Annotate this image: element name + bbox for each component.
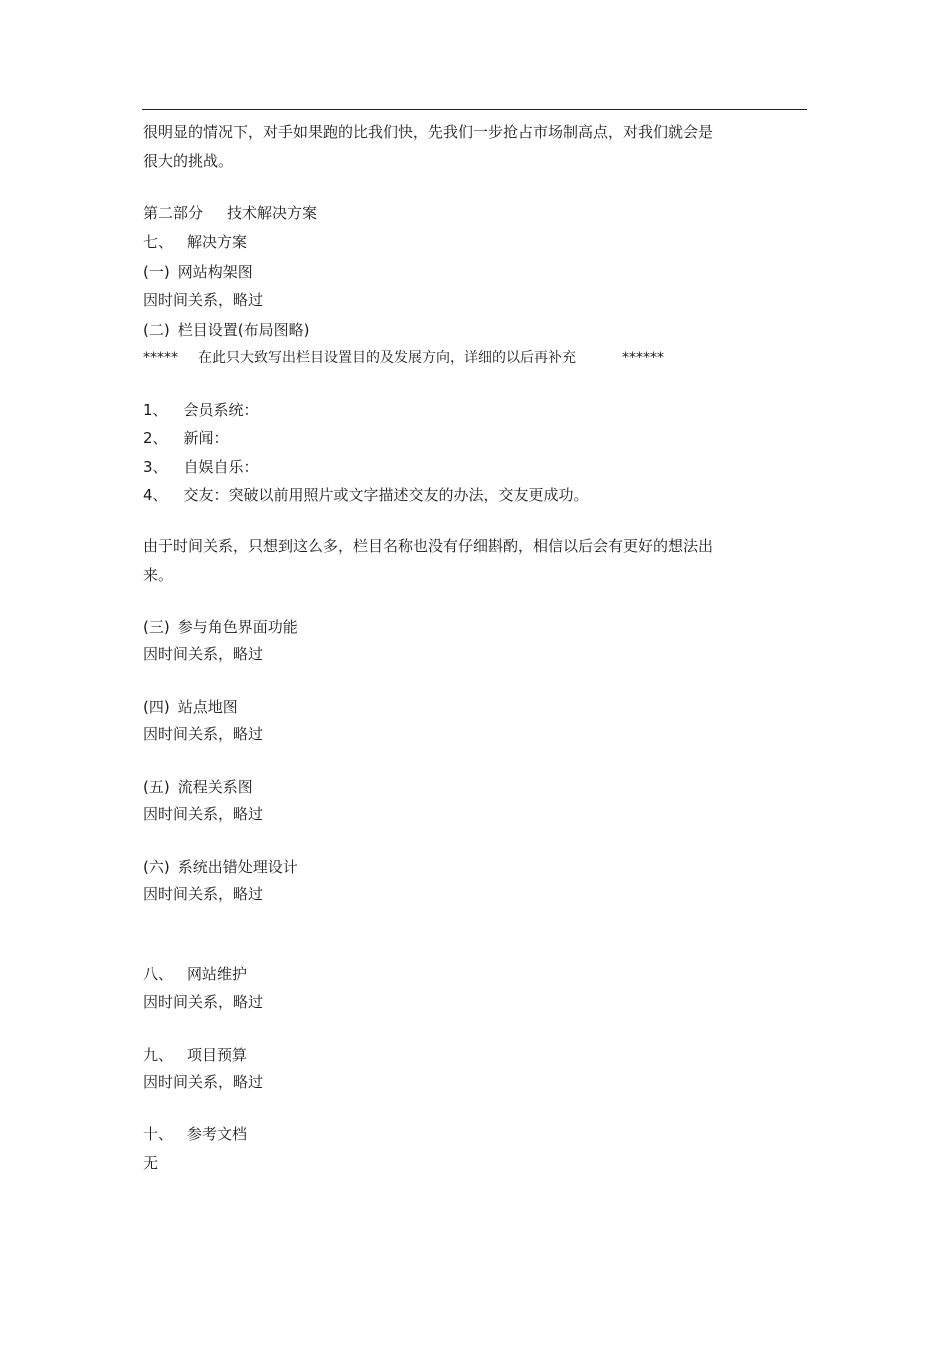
sub-5-body: 因时间关系，略过: [143, 805, 264, 823]
sub-6-body: 因时间关系，略过: [143, 885, 264, 903]
sub-2-title: 栏目设置(布局图略): [177, 321, 310, 339]
sub-5-number: (五): [143, 778, 170, 796]
section-10-number: 十、: [143, 1125, 174, 1143]
list-item-number: 4、: [143, 486, 168, 504]
list-item-text: 新闻：: [183, 429, 229, 447]
section-9-heading: [143, 1045, 247, 1065]
section-10-heading: [143, 1124, 247, 1144]
sub-5-title: 流程关系图: [177, 778, 253, 796]
note-text: 在此只大致写出栏目设置目的及发展方向，详细的以后再补充: [198, 350, 576, 366]
part-title: 技术解决方案: [227, 204, 318, 222]
section-8-body: 因时间关系，略过: [143, 993, 264, 1011]
section-7-heading: [143, 232, 247, 252]
sub-5-heading: [143, 777, 253, 797]
column-note: [143, 348, 664, 368]
sub-1-body: 因时间关系，略过: [143, 291, 264, 309]
sub-4-heading: [143, 697, 238, 717]
section-9-body: 因时间关系，略过: [143, 1073, 264, 1091]
note-stars-left: *****: [143, 350, 178, 366]
list-item-text: 自娱自乐：: [183, 458, 259, 476]
list-item-text: 交友：突破以前用照片或文字描述交友的办法，交友更成功。: [183, 486, 589, 504]
intro-line-1: 很明显的情况下，对手如果跑的比我们快，先我们一步抢占市场制高点，对我们就会是: [143, 123, 714, 141]
list-item: [143, 400, 259, 420]
sub-6-title: 系统出错处理设计: [177, 858, 298, 876]
sub-3-heading: [143, 617, 298, 637]
sub-3-body: 因时间关系，略过: [143, 645, 264, 663]
section-8-heading: [143, 964, 247, 984]
list-item-number: 2、: [143, 429, 168, 447]
sub-1-number: (一): [143, 263, 170, 281]
section-10-title: 参考文档: [187, 1125, 248, 1143]
sub-1-heading: [143, 262, 253, 282]
intro-line-2: 很大的挑战。: [143, 152, 234, 170]
section-8-number: 八、: [143, 965, 174, 983]
list-item: [143, 485, 589, 505]
sub-4-number: (四): [143, 698, 170, 716]
sub-2-heading: [143, 320, 309, 340]
sub-3-title: 参与角色界面功能: [177, 618, 298, 636]
sub-4-body: 因时间关系，略过: [143, 725, 264, 743]
sub-3-number: (三): [143, 618, 170, 636]
section-8-title: 网站维护: [187, 965, 248, 983]
sub-1-title: 网站构架图: [177, 263, 253, 281]
sub-2-number: (二): [143, 321, 170, 339]
part-heading: [143, 203, 317, 223]
sub-4-title: 站点地图: [177, 698, 238, 716]
section-7-number: 七、: [143, 233, 174, 251]
section-10-body: 无: [143, 1154, 159, 1172]
list-item: [143, 457, 259, 477]
remark-line-1: 由于时间关系，只想到这么多，栏目名称也没有仔细斟酌，相信以后会有更好的想法出: [143, 537, 714, 555]
note-stars-right: ******: [622, 350, 664, 366]
section-9-title: 项目预算: [187, 1046, 248, 1064]
sub-6-heading: [143, 857, 298, 877]
list-item-number: 3、: [143, 458, 168, 476]
list-item-number: 1、: [143, 401, 168, 419]
section-7-title: 解决方案: [187, 233, 248, 251]
remark-line-2: 来。: [143, 566, 174, 584]
list-item: [143, 428, 229, 448]
header-rule: [142, 109, 807, 110]
list-item-text: 会员系统：: [183, 401, 259, 419]
sub-6-number: (六): [143, 858, 170, 876]
section-9-number: 九、: [143, 1046, 174, 1064]
part-label: 第二部分: [143, 204, 204, 222]
